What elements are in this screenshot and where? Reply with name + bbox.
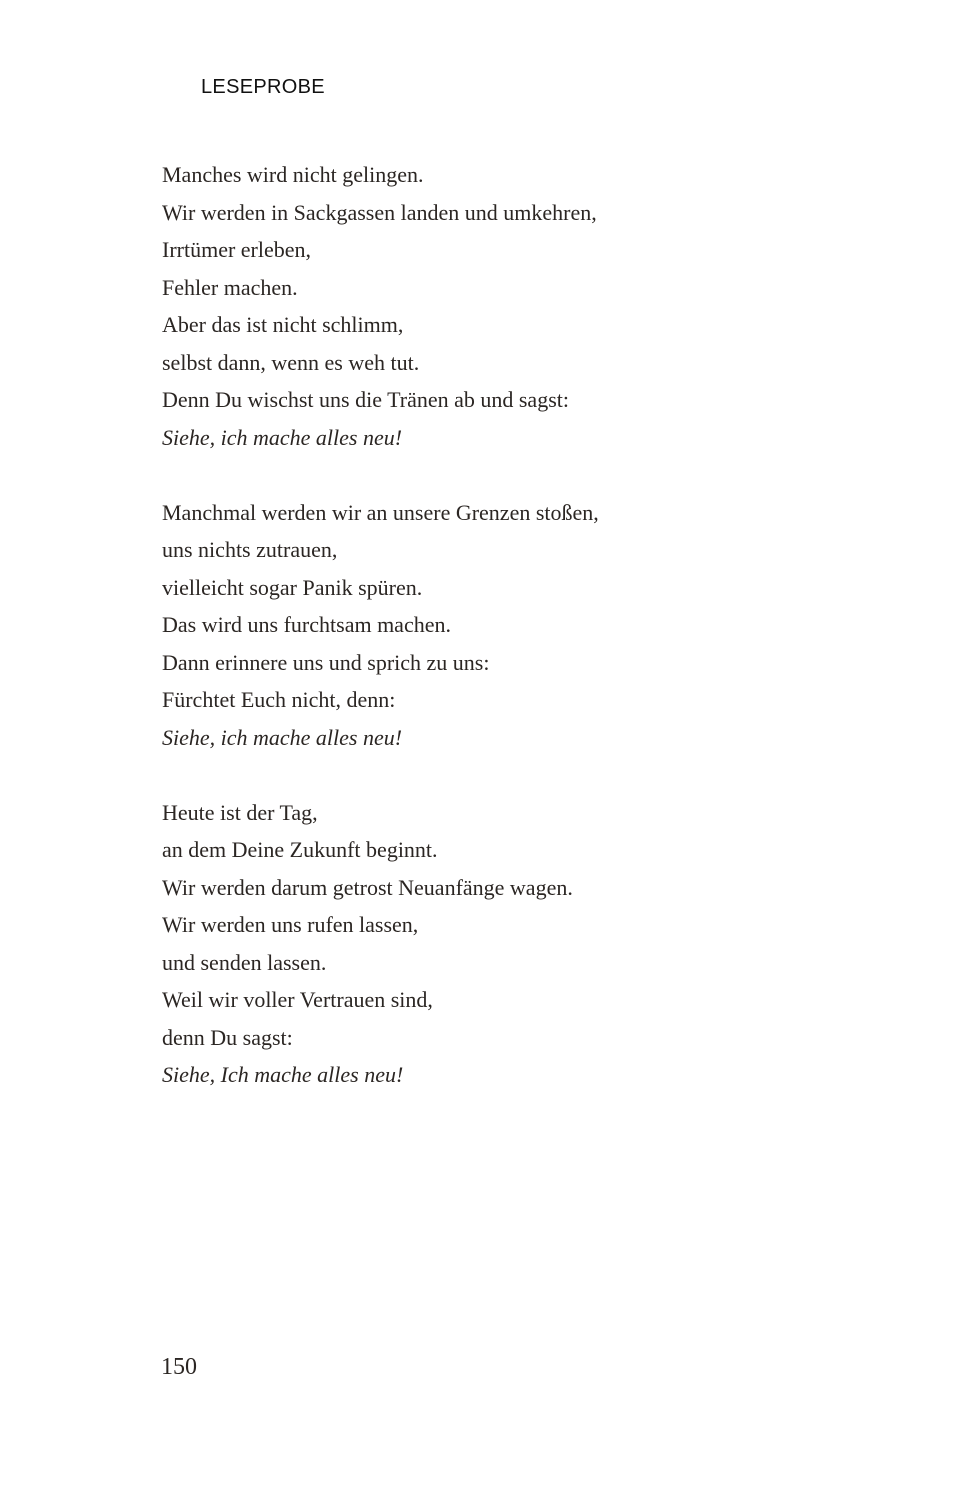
poem-stanza-3 [162, 794, 802, 1094]
poem-refrain-line: Siehe, Ich mache alles neu! [162, 1062, 404, 1087]
poem-line: Fürchtet Euch nicht, denn: [162, 687, 396, 712]
page-header-label: LESEPROBE [201, 76, 325, 98]
poem-line: Das wird uns furchtsam machen. [162, 612, 451, 637]
poem-line: uns nichts zutrauen, [162, 537, 338, 562]
poem-stanza-2 [162, 494, 802, 757]
poem-line: Denn Du wischst uns die Tränen ab und sagst: [162, 387, 569, 412]
page-number: 150 [161, 1354, 197, 1380]
poem-refrain-line: Siehe, ich mache alles neu! [162, 424, 403, 450]
poem-line: denn Du sagst: [162, 1024, 293, 1050]
poem-line: Irrtümer erleben, [162, 237, 312, 262]
poem-line: an dem Deine Zukunft beginnt. [162, 837, 438, 862]
poem-line: Manchmal werden wir an unsere Grenzen stoßen, [162, 499, 599, 525]
poem-line: Fehler machen. [162, 274, 298, 300]
poem-refrain-line: Siehe, ich mache alles neu! [162, 724, 403, 750]
poem-line: Wir werden in Sackgassen landen und umkehren, [162, 199, 597, 225]
poem-body [162, 156, 802, 1131]
poem-line: Manches wird nicht gelingen. [162, 162, 424, 187]
poem-stanza-1 [162, 156, 802, 456]
poem-line: Wir werden darum getrost Neuanfänge wagen. [162, 874, 573, 900]
poem-line: und senden lassen. [162, 949, 327, 975]
poem-line: selbst dann, wenn es weh tut. [162, 349, 420, 375]
poem-line: Wir werden uns rufen lassen, [162, 912, 419, 937]
poem-line: Dann erinnere uns und sprich zu uns: [162, 649, 490, 675]
poem-line: Heute ist der Tag, [162, 799, 318, 825]
poem-line: Aber das ist nicht schlimm, [162, 312, 404, 337]
poem-line: Weil wir voller Vertrauen sind, [162, 987, 433, 1012]
poem-line: vielleicht sogar Panik spüren. [162, 574, 423, 600]
